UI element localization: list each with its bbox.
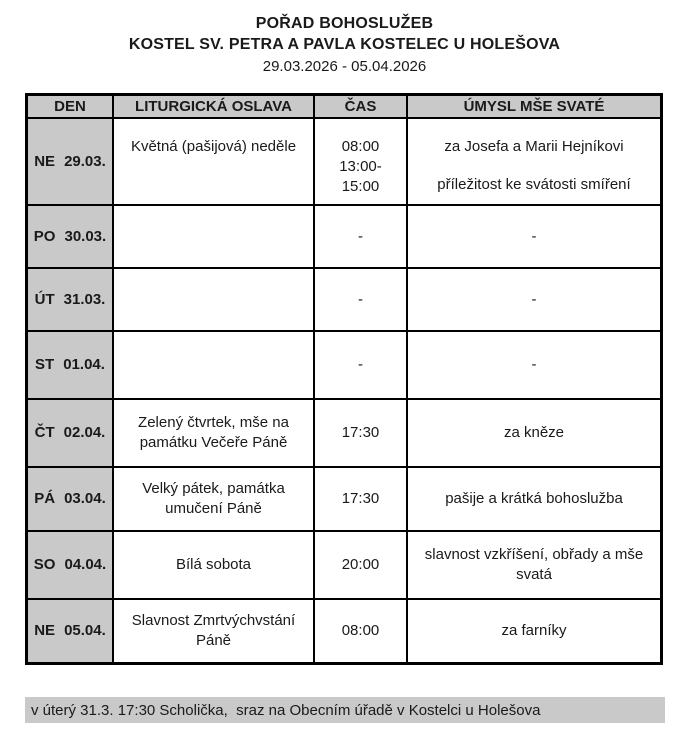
liturgy-cell [114,332,315,398]
day-abbr: PÁ [34,490,56,507]
intention-cell: za farníky [501,622,567,639]
day-abbr: SO [33,556,56,573]
day-abbr: NE [34,152,56,170]
column-header-liturgicka-oslava: LITURGICKÁ OSLAVA [114,96,315,117]
intention-cell: pašije a krátká bohoslužba [445,490,623,507]
date-range: 29.03.2026 - 05.04.2026 [262,58,427,75]
liturgy-cell [114,206,315,267]
liturgy-cell: Květná (pašijová) neděle [114,119,315,204]
table-row [28,269,660,332]
day-cell [28,119,114,204]
intention-cell: - [531,356,537,373]
day-date: 01.04. [63,356,105,373]
intention-cell [408,119,660,204]
day-cell [28,332,114,398]
day-abbr: ÚT [34,290,55,308]
day-date: 04.04. [64,556,107,573]
intention-cell: - [531,290,537,308]
intention-value-2: příležitost ke svátosti smíření [437,176,631,193]
day-date: 31.03. [63,290,106,308]
day-cell [28,600,114,662]
time-cell: 17:30 [315,468,408,530]
time-value: 08:00 [341,138,380,155]
liturgy-cell: Slavnost Zmrtvýchvstání Páně [114,600,315,662]
day-date: 29.03. [64,152,106,170]
table-header-row [28,96,660,119]
day-cell [28,269,114,330]
table-row [28,468,660,532]
time-cell: - [315,269,408,330]
column-header-den: DEN [28,96,114,117]
day-cell [28,468,114,530]
day-cell [28,206,114,267]
time-cell: - [315,332,408,398]
time-cell [315,119,408,204]
intention-cell: - [531,227,537,245]
day-abbr: PO [33,227,56,245]
table-row [28,400,660,468]
table-row [28,532,660,600]
column-header-cas: ČAS [315,96,408,117]
liturgy-cell: Zelený čtvrtek, mše na památku Večeře Páně [114,400,315,466]
footer-note: v úterý 31.3. 17:30 Scholička, sraz na Obecním úřadě v Kostelci u Holešova [25,697,665,723]
liturgy-cell: Velký pátek, památka umučení Páně [114,468,315,530]
day-date: 02.04. [63,424,106,441]
time-cell: - [315,206,408,267]
time-cell: 17:30 [315,400,408,466]
table-row [28,119,660,206]
day-date: 30.03. [64,227,107,245]
page-title: POŘAD BOHOSLUŽEB [255,15,434,32]
time-cell: 20:00 [315,532,408,598]
time-value-2: 13:00-15:00 [339,158,382,195]
table-row [28,206,660,269]
day-cell [28,400,114,466]
liturgy-cell: Bílá sobota [114,532,315,598]
column-header-umysl: ÚMYSL MŠE SVATÉ [408,96,660,117]
day-date: 05.04. [64,622,106,639]
liturgy-cell [114,269,315,330]
intention-cell: slavnost vzkříšení, obřady a mše svatá [424,546,644,583]
time-cell: 08:00 [315,600,408,662]
day-abbr: ČT [34,424,55,441]
day-date: 03.04. [64,490,106,507]
day-cell [28,532,114,598]
title-block [0,13,689,77]
page-subtitle: KOSTEL SV. PETRA A PAVLA KOSTELEC U HOLEŠOVA [128,36,561,53]
intention-value: za Josefa a Marii Hejníkovi [444,138,624,155]
table-row [28,332,660,400]
day-abbr: NE [34,622,56,639]
schedule-table [25,93,663,665]
table-row [28,600,660,662]
intention-cell: za kněze [503,424,565,441]
day-abbr: ST [35,356,55,373]
